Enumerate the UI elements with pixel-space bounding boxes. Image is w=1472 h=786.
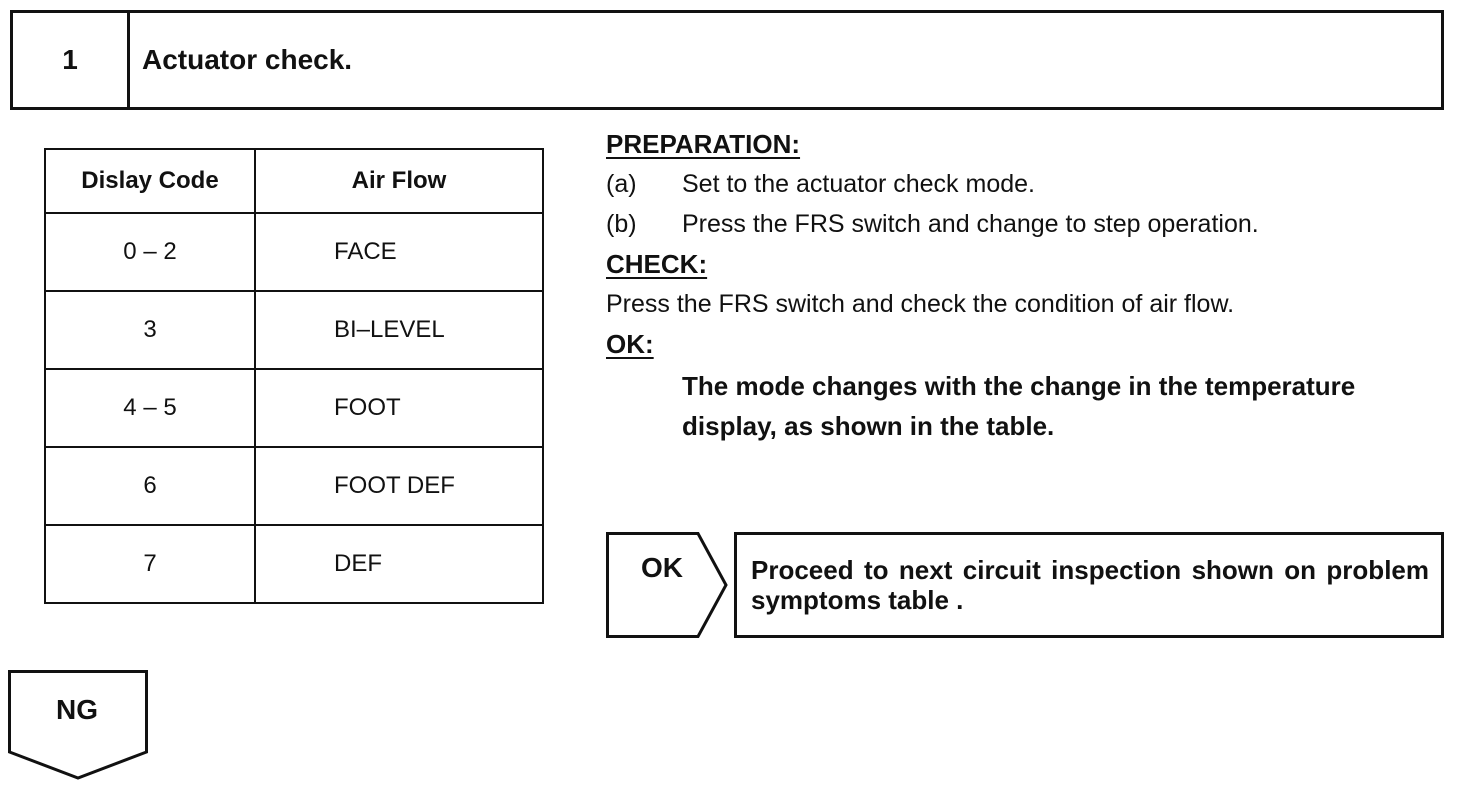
table-row <box>45 291 543 369</box>
air-flow-cell: DEF <box>255 525 543 603</box>
column-header-air-flow: Air Flow <box>255 149 543 213</box>
step-mark: (a) <box>606 170 637 198</box>
step-number: 1 <box>13 13 130 107</box>
column-header-display-code: Dislay Code <box>45 149 255 213</box>
step-mark: (b) <box>606 210 637 238</box>
ok-criteria-text: The mode changes with the change in the temperature display, as shown in the table. <box>682 371 1356 441</box>
check-label: CHECK: <box>606 249 708 279</box>
instructions <box>606 124 1456 446</box>
table-row <box>45 369 543 447</box>
preparation-label: PREPARATION: <box>606 129 801 159</box>
air-flow-cell: FOOT DEF <box>255 447 543 525</box>
display-code-cell: 3 <box>45 291 255 369</box>
step-header <box>10 10 1444 110</box>
air-flow-cell: FOOT <box>255 369 543 447</box>
table-header-row <box>45 149 543 213</box>
display-code-cell: 4 – 5 <box>45 369 255 447</box>
check-text: Press the FRS switch and check the condition of air flow. <box>606 290 1235 318</box>
ng-branch-label: NG <box>56 694 98 725</box>
ok-arrow-shape <box>606 532 728 638</box>
ok-branch-label: OK <box>641 552 683 583</box>
table-row <box>45 525 543 603</box>
display-code-cell: 7 <box>45 525 255 603</box>
table-row <box>45 213 543 291</box>
table-row <box>45 447 543 525</box>
air-flow-cell: BI–LEVEL <box>255 291 543 369</box>
preparation-step <box>606 204 1456 244</box>
step-title: Actuator check. <box>142 44 353 75</box>
display-code-cell: 0 – 2 <box>45 213 255 291</box>
display-code-cell: 6 <box>45 447 255 525</box>
step-text: Set to the actuator check mode. <box>682 170 1035 198</box>
ok-result-box: Proceed to next circuit inspection shown on problem symptoms table . <box>734 532 1444 638</box>
preparation-step <box>606 164 1456 204</box>
air-flow-table <box>44 148 544 604</box>
air-flow-cell: FACE <box>255 213 543 291</box>
ok-criteria-label: OK: <box>606 329 654 359</box>
step-text: Press the FRS switch and change to step operation. <box>682 210 1259 238</box>
